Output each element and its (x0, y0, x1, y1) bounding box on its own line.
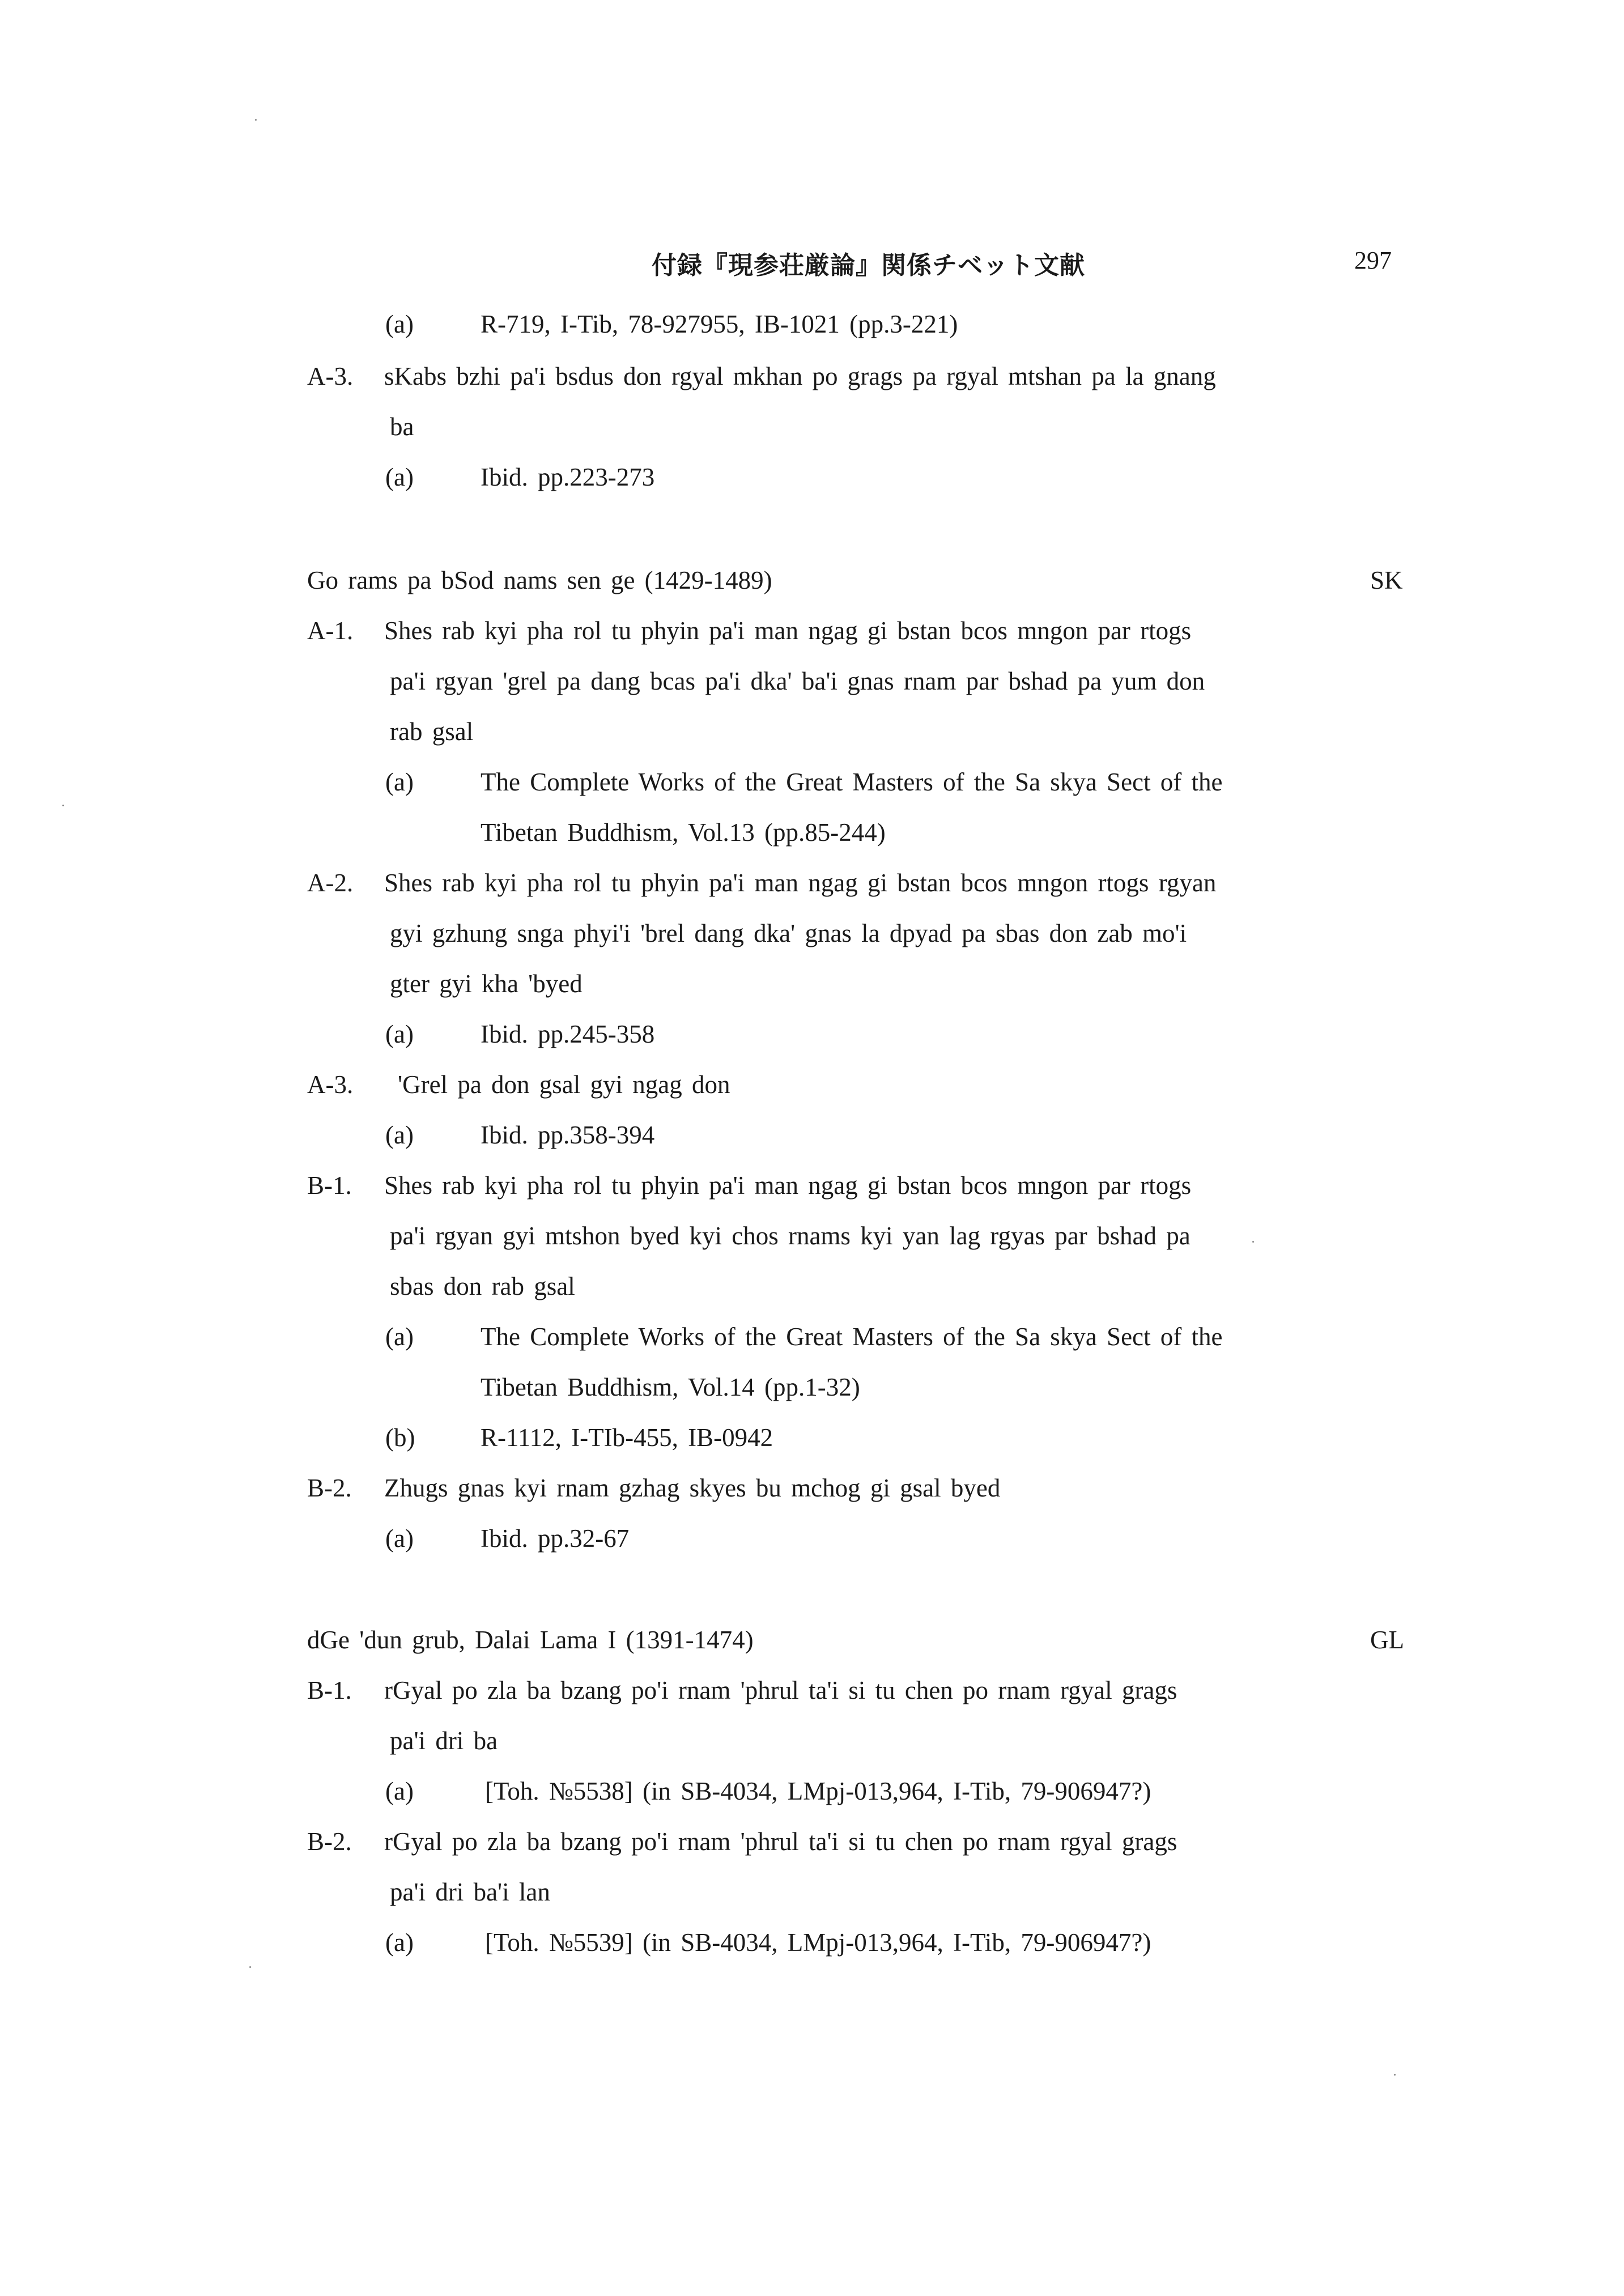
scan-speck (62, 805, 64, 806)
running-header (0, 245, 1624, 279)
entry-title: 'Grel pa don gsal gyi ngag don (398, 1070, 730, 1099)
sub-text: [Toh. №5538] (in SB-4034, LMpj-013,964, I-Tib, 79-906947?) (485, 1777, 1151, 1805)
entry-title: Shes rab kyi pha rol tu phyin pa'i man ngag gi bstan bcos mngon par rtogs (384, 1171, 1192, 1200)
sub-text-continued: Tibetan Buddhism, Vol.14 (pp.1-32) (481, 1373, 860, 1401)
entry-number: B-1. (307, 1171, 352, 1200)
scan-speck (255, 119, 257, 121)
sub-label: (a) (385, 1777, 414, 1805)
sub-text: [Toh. №5539] (in SB-4034, LMpj-013,964, I-Tib, 79-906947?) (485, 1928, 1151, 1957)
entry-title-continued: pa'i rgyan 'grel pa dang bcas pa'i dka' ba'i gnas rnam par bshad pa yum don (390, 667, 1205, 695)
entry-title: Shes rab kyi pha rol tu phyin pa'i man ngag gi bstan bcos mngon par rtogs (384, 616, 1192, 645)
sub-text: The Complete Works of the Great Masters of the Sa skya Sect of the (481, 1323, 1223, 1351)
sub-label: (a) (385, 768, 414, 796)
sub-text-continued: Tibetan Buddhism, Vol.13 (pp.85-244) (481, 818, 886, 847)
entry-title-continued: pa'i dri ba'i lan (390, 1878, 550, 1906)
entry-title-continued: gter gyi kha 'byed (390, 970, 583, 998)
entry-number: A-3. (307, 362, 354, 390)
entry-title: Zhugs gnas kyi rnam gzhag skyes bu mchog gi gsal byed (384, 1474, 1001, 1502)
scan-speck (249, 1966, 251, 1968)
sub-label: (a) (385, 1020, 414, 1048)
author-heading: dGe 'dun grub, Dalai Lama I (1391-1474) (307, 1626, 754, 1654)
entry-number: A-1. (307, 616, 354, 645)
entry-title-continued: gyi gzhung snga phyi'i 'brel dang dka' gnas la dpyad pa sbas don zab mo'i (390, 919, 1187, 947)
sub-text: Ibid. pp.32-67 (481, 1524, 630, 1553)
entry-title-continued: ba (390, 413, 414, 441)
sub-text: Ibid. pp.245-358 (481, 1020, 655, 1048)
scan-speck (1252, 1241, 1254, 1243)
entry-title-continued: sbas don rab gsal (390, 1272, 575, 1300)
sub-label: (a) (385, 1524, 414, 1553)
page-number: 297 (1354, 246, 1392, 274)
sub-label: (a) (385, 310, 414, 338)
sub-label: (a) (385, 463, 414, 491)
entry-number: B-2. (307, 1474, 352, 1502)
author-code: GL (1370, 1626, 1404, 1654)
sub-label: (a) (385, 1323, 414, 1351)
sub-text: The Complete Works of the Great Masters of the Sa skya Sect of the (481, 768, 1223, 796)
entry-title: sKabs bzhi pa'i bsdus don rgyal mkhan po grags pa rgyal mtshan pa la gnang (384, 362, 1216, 390)
sub-text: R-1112, I-TIb-455, IB-0942 (481, 1423, 773, 1452)
entry-title-continued: rab gsal (390, 717, 474, 746)
sub-text: Ibid. pp.358-394 (481, 1121, 655, 1149)
entry-number: B-1. (307, 1676, 352, 1704)
sub-label: (b) (385, 1423, 415, 1452)
sub-label: (a) (385, 1928, 414, 1957)
entry-title-continued: pa'i dri ba (390, 1727, 498, 1755)
entry-title: rGyal po zla ba bzang po'i rnam 'phrul ta'i si tu chen po rnam rgyal grags (384, 1676, 1177, 1704)
sub-text: Ibid. pp.223-273 (481, 463, 655, 491)
sub-label: (a) (385, 1121, 414, 1149)
header-title: 付録『現参荘厳論』関係チベット文献 (652, 251, 1085, 280)
entry-title: Shes rab kyi pha rol tu phyin pa'i man ngag gi bstan bcos mngon rtogs rgyan (384, 869, 1217, 897)
author-heading: Go rams pa bSod nams sen ge (1429-1489) (307, 566, 772, 594)
entry-number: A-3. (307, 1070, 354, 1099)
sub-text: R-719, I-Tib, 78-927955, IB-1021 (pp.3-221) (481, 310, 958, 338)
scan-speck (1394, 2074, 1396, 2076)
author-code: SK (1370, 566, 1403, 594)
entry-title-continued: pa'i rgyan gyi mtshon byed kyi chos rnams kyi yan lag rgyas par bshad pa (390, 1222, 1191, 1250)
entry-number: B-2. (307, 1827, 352, 1856)
entry-number: A-2. (307, 869, 354, 897)
entry-title: rGyal po zla ba bzang po'i rnam 'phrul ta'i si tu chen po rnam rgyal grags (384, 1827, 1177, 1856)
